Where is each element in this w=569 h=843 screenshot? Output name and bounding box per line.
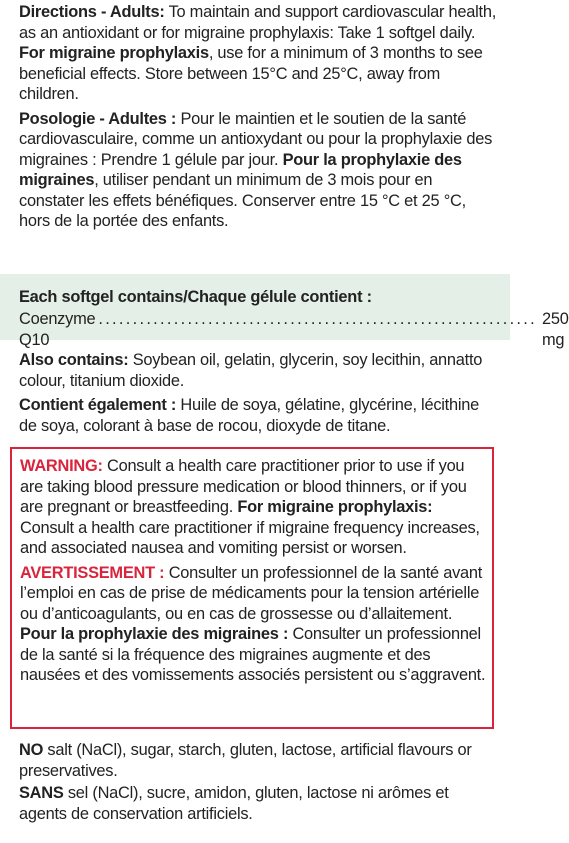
free-from-en: NO salt (NaCl), sugar, starch, gluten, lactose, artificial flavours or preservatives. [19,741,472,780]
also-contains-section [19,350,498,436]
directions-fr: Posologie - Adultes : Pour le maintien et le soutien de la santé cardiovasculaire, comme un antioxydant ou pour la prophylaxie des migraines : Prendre 1 gélule par jour. Pour la prophylaxie des migraines, utiliser pendant un minimum de 3 mois pour en constater les effets bénéfiques. Conserver entre 15 °C et 25 °C, hors de la portée des enfants. [19,109,493,230]
migraine-prophylaxis-en: For migraine prophylaxis [19,44,209,62]
avertissement-label: AVERTISSEMENT : [20,563,165,582]
composition-heading: Each softgel contains/Chaque gélule contient : [19,288,372,306]
also-contains-fr: Contient également : Huile de soya, gélatine, glycérine, lécithine de soya, colorant à base de rocou, dioxyde de titane. [19,396,479,435]
ingredient-name: Coenzyme Q10 [19,310,96,349]
also-contains-en: Also contains: Soybean oil, gelatin, glycerin, soy lecithin, annatto colour, titanium dioxide. [19,351,483,390]
dot-leader: ................................................................ [98,310,537,328]
directions-fr-label: Posologie - Adultes : [19,109,177,128]
warning-fr: AVERTISSEMENT : Consulter un professionnel de la santé avant l’emploi en cas de prise de médicaments pour la tension artérielle ou d’anticoagulants, ou en cas de grossesse ou d’allaitement. Pour la prophylaxie des migraines : Consulter un professionnel de la santé si la fréquence des migraines augmente et des nausées et des vomissements associés persistent ou s’aggravent. [20,563,486,684]
migraine-prophylaxis-fr: Pour la prophylaxie des migraines [19,150,462,189]
free-from-fr: SANS sel (NaCl), sucre, amidon, gluten, lactose ni arômes et agents de conservation artificiels. [19,784,449,823]
ingredient-amount: 250 mg [542,310,569,349]
directions-en-label: Directions - Adults: [19,3,165,21]
directions-section [19,2,498,232]
free-from-section [19,740,498,824]
composition-box [0,274,569,349]
warning-box [10,447,494,729]
ingredient-row [19,309,569,350]
directions-en: Directions - Adults: To maintain and support cardiovascular health, as an antioxidant or for migraine prophylaxis: Take 1 softgel daily. For migraine prophylaxis, use for a minimum of 3 months to see beneficial effects. Store between 15°C and 25°C, away from children. [19,3,497,103]
warning-label: WARNING: [20,457,103,475]
warning-en: WARNING: Consult a health care practitioner prior to use if you are taking blood pressure medication or blood thinners, or if you are pregnant or breastfeeding. For migraine prophylaxis: Consult a health care practitioner if migraine frequency increases, and associated nausea and vomiting persist or worsen. [20,457,480,557]
